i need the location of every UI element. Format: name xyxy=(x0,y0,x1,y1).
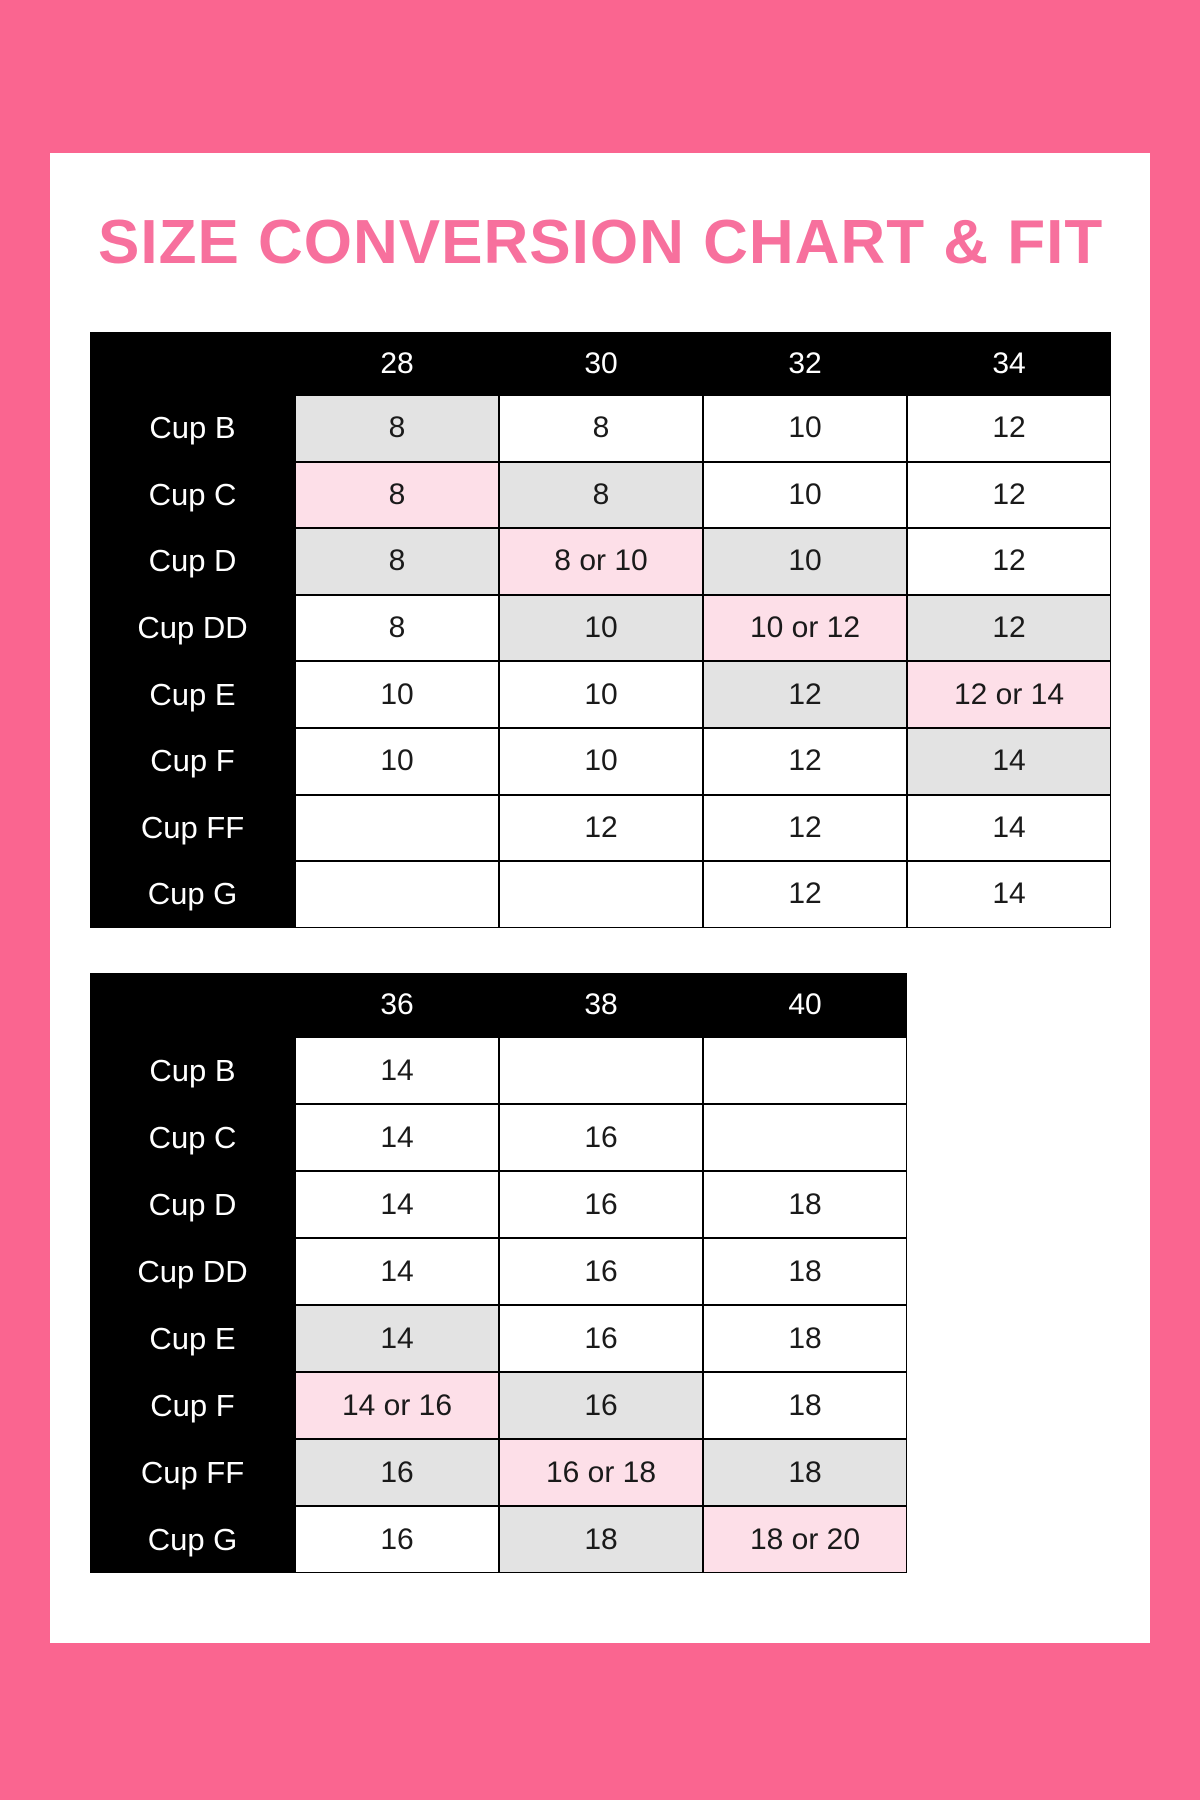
size-cell-cup-dd-40: 18 xyxy=(703,1238,907,1305)
size-cell-cup-e-38: 16 xyxy=(499,1305,703,1372)
size-cell-cup-dd-36: 14 xyxy=(295,1238,499,1305)
size-cell-cup-d-36: 14 xyxy=(295,1171,499,1238)
page-title: SIZE CONVERSION CHART & FIT xyxy=(98,208,1104,277)
size-cell-cup-f-32: 12 xyxy=(703,728,907,795)
size-cell-cup-c-36: 14 xyxy=(295,1104,499,1171)
size-cell-cup-b-34: 12 xyxy=(907,395,1111,462)
size-table-28-34 xyxy=(90,332,1111,928)
column-header-34: 34 xyxy=(907,332,1111,395)
size-cell-cup-e-40: 18 xyxy=(703,1305,907,1372)
size-cell-cup-c-32: 10 xyxy=(703,462,907,529)
size-cell-cup-ff-36: 16 xyxy=(295,1439,499,1506)
row-label-cup-b: Cup B xyxy=(90,1037,295,1104)
size-cell-cup-f-28: 10 xyxy=(295,728,499,795)
size-cell-cup-g-30 xyxy=(499,861,703,928)
size-cell-cup-c-40 xyxy=(703,1104,907,1171)
row-label-cup-ff: Cup FF xyxy=(90,1439,295,1506)
size-cell-cup-b-28: 8 xyxy=(295,395,499,462)
row-label-cup-g: Cup G xyxy=(90,861,295,928)
row-label-cup-f: Cup F xyxy=(90,728,295,795)
size-cell-cup-e-34: 12 or 14 xyxy=(907,661,1111,728)
size-cell-cup-ff-38: 16 or 18 xyxy=(499,1439,703,1506)
content-card xyxy=(50,153,1150,1643)
size-cell-cup-d-32: 10 xyxy=(703,528,907,595)
column-header-30: 30 xyxy=(499,332,703,395)
column-header-28: 28 xyxy=(295,332,499,395)
size-cell-cup-dd-30: 10 xyxy=(499,595,703,662)
row-label-cup-b: Cup B xyxy=(90,395,295,462)
size-cell-cup-d-34: 12 xyxy=(907,528,1111,595)
size-cell-cup-f-30: 10 xyxy=(499,728,703,795)
size-cell-cup-dd-28: 8 xyxy=(295,595,499,662)
size-cell-cup-ff-32: 12 xyxy=(703,795,907,862)
row-label-cup-dd: Cup DD xyxy=(90,595,295,662)
size-cell-cup-c-34: 12 xyxy=(907,462,1111,529)
size-cell-cup-g-38: 18 xyxy=(499,1506,703,1573)
size-cell-cup-ff-28 xyxy=(295,795,499,862)
row-label-cup-ff: Cup FF xyxy=(90,795,295,862)
size-cell-cup-b-40 xyxy=(703,1037,907,1104)
size-cell-cup-f-34: 14 xyxy=(907,728,1111,795)
row-label-cup-c: Cup C xyxy=(90,462,295,529)
row-label-cup-c: Cup C xyxy=(90,1104,295,1171)
size-cell-cup-g-32: 12 xyxy=(703,861,907,928)
size-cell-cup-g-28 xyxy=(295,861,499,928)
table-corner-blank xyxy=(90,332,295,395)
size-cell-cup-d-30: 8 or 10 xyxy=(499,528,703,595)
column-header-40: 40 xyxy=(703,973,907,1037)
size-cell-cup-e-28: 10 xyxy=(295,661,499,728)
size-cell-cup-g-34: 14 xyxy=(907,861,1111,928)
size-cell-cup-e-36: 14 xyxy=(295,1305,499,1372)
size-cell-cup-d-40: 18 xyxy=(703,1171,907,1238)
size-cell-cup-c-28: 8 xyxy=(295,462,499,529)
size-cell-cup-ff-30: 12 xyxy=(499,795,703,862)
size-cell-cup-c-38: 16 xyxy=(499,1104,703,1171)
column-header-36: 36 xyxy=(295,973,499,1037)
size-cell-cup-e-30: 10 xyxy=(499,661,703,728)
row-label-cup-d: Cup D xyxy=(90,528,295,595)
size-cell-cup-dd-34: 12 xyxy=(907,595,1111,662)
row-label-cup-d: Cup D xyxy=(90,1171,295,1238)
size-cell-cup-g-36: 16 xyxy=(295,1506,499,1573)
size-cell-cup-d-28: 8 xyxy=(295,528,499,595)
size-cell-cup-f-38: 16 xyxy=(499,1372,703,1439)
size-cell-cup-e-32: 12 xyxy=(703,661,907,728)
row-label-cup-dd: Cup DD xyxy=(90,1238,295,1305)
size-cell-cup-f-36: 14 or 16 xyxy=(295,1372,499,1439)
size-cell-cup-ff-40: 18 xyxy=(703,1439,907,1506)
size-cell-cup-c-30: 8 xyxy=(499,462,703,529)
column-header-38: 38 xyxy=(499,973,703,1037)
row-label-cup-g: Cup G xyxy=(90,1506,295,1573)
size-cell-cup-ff-34: 14 xyxy=(907,795,1111,862)
column-header-32: 32 xyxy=(703,332,907,395)
size-cell-cup-b-32: 10 xyxy=(703,395,907,462)
size-cell-cup-f-40: 18 xyxy=(703,1372,907,1439)
table-corner-blank xyxy=(90,973,295,1037)
row-label-cup-e: Cup E xyxy=(90,1305,295,1372)
row-label-cup-f: Cup F xyxy=(90,1372,295,1439)
size-cell-cup-b-38 xyxy=(499,1037,703,1104)
size-cell-cup-b-30: 8 xyxy=(499,395,703,462)
size-cell-cup-dd-38: 16 xyxy=(499,1238,703,1305)
row-label-cup-e: Cup E xyxy=(90,661,295,728)
size-cell-cup-d-38: 16 xyxy=(499,1171,703,1238)
size-cell-cup-dd-32: 10 or 12 xyxy=(703,595,907,662)
size-table-36-40 xyxy=(90,973,907,1573)
size-cell-cup-b-36: 14 xyxy=(295,1037,499,1104)
size-cell-cup-g-40: 18 or 20 xyxy=(703,1506,907,1573)
